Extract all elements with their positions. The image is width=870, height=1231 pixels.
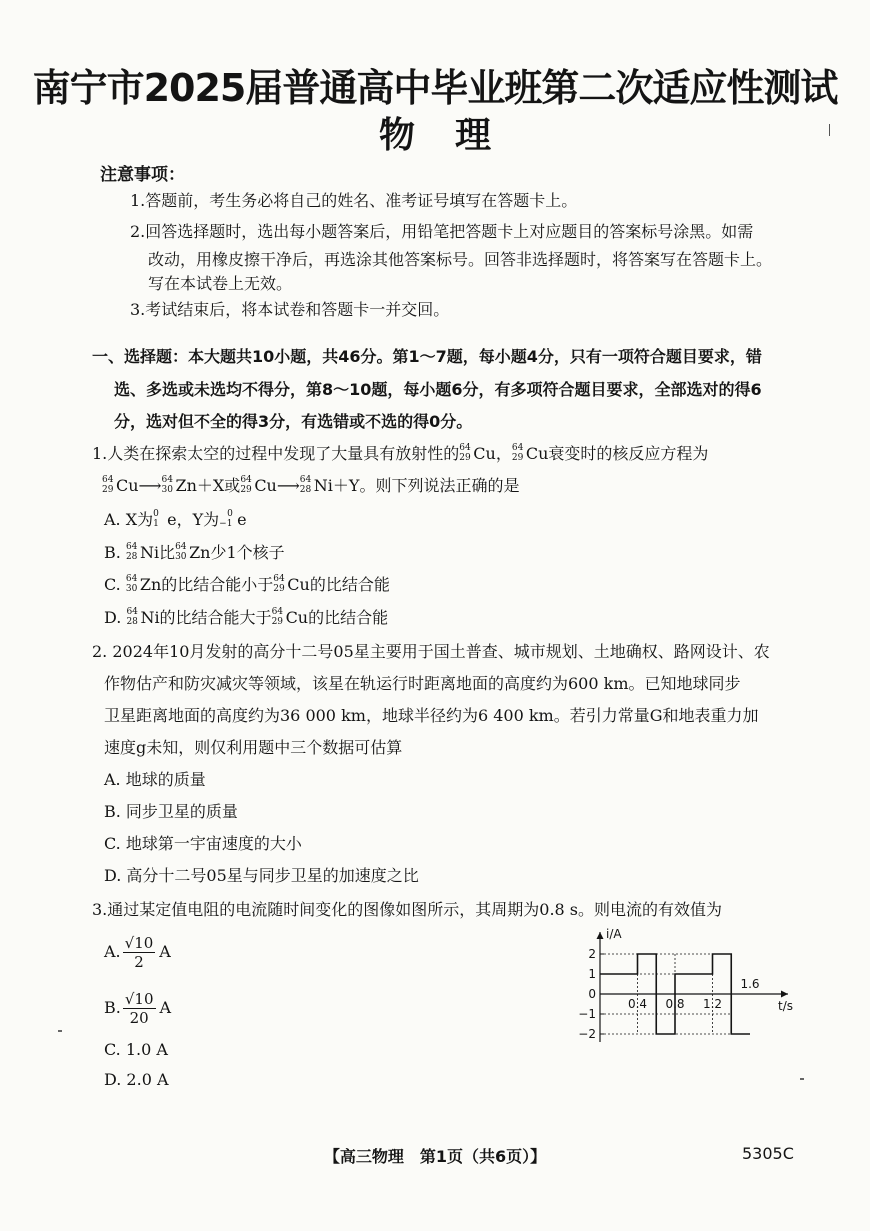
y-axis-label: i/A (606, 927, 622, 941)
notice-item: 2.回答选择题时，选出每小题答案后，用铅笔把答题卡上对应题目的答案标号涂黑。如需 (130, 222, 754, 241)
current-time-graph (574, 924, 804, 1054)
q1-option-d: D. 64 28 Ni的比结合能大于 64 29 Cu的比结合能 (104, 607, 389, 627)
scan-speck (800, 1078, 804, 1080)
notice-item: 写在本试卷上无效。 (148, 274, 293, 293)
q3-option-d: D. 2.0 A (104, 1070, 169, 1089)
subject-title: 物理 (378, 115, 531, 156)
q3-option-b: B. $\frac{√10}{20}$ A (104, 990, 172, 1027)
x-tick-label: 0.8 (665, 997, 685, 1011)
reaction-arrow: ⟶ (276, 476, 300, 495)
q1-text: Cu衰变时的核反应方程为 (525, 444, 709, 463)
electron-symbol: 0 −1 (219, 509, 233, 529)
y-tick-label: 2 (588, 947, 596, 961)
q1-option-c: C. 64 30 Zn的比结合能小于 64 29 Cu的比结合能 (104, 574, 390, 594)
x-tick-label: 0.4 (627, 997, 648, 1011)
q1-option-a: A. X为 0 1 e，Y为 0 −1 e (104, 509, 247, 529)
fraction: $\frac{√10}{2}$ (124, 934, 154, 971)
cu-nuclide: 64 29 (511, 443, 524, 463)
q2-stem-line: 2. 2024年10月发射的高分十二号05星主要用于国土普查、城市规划、土地确权、路网设计、农 (92, 642, 770, 661)
ni-nuclide: 64 28 (299, 475, 312, 495)
q2-stem-line: 卫星距离地面的高度约为36 000 km，地球半径约为6 400 km。若引力常量G和地表重力加 (104, 706, 759, 725)
margin-mark (829, 124, 830, 136)
q2-stem-line: 速度g未知，则仅利用题中三个数据可估算 (104, 738, 403, 757)
cu-nuclide: 64 29 (240, 475, 252, 495)
paper-code: 5305C (742, 1144, 794, 1163)
q2-option-c: C. 地球第一宇宙速度的大小 (104, 834, 302, 853)
y-tick-label: 1 (588, 967, 596, 981)
q1-text: Cu， (473, 444, 512, 463)
q1-option-b: B. 64 28 Ni比 64 30 Zn少1个核子 (104, 542, 285, 562)
fraction: $\frac{√10}{20}$ (124, 990, 154, 1027)
q2-stem-line: 作物估产和防灾减灾等领域，该星在轨运行时距离地面的高度约为600 km。已知地球同步 (104, 674, 741, 693)
cu-nuclide: 64 29 (102, 475, 114, 495)
positron-symbol: 0 1 (153, 509, 159, 529)
y-tick-label: −2 (578, 1027, 596, 1041)
x-tick-label: 1.6 (740, 977, 760, 991)
section-heading-line: 选、多选或未选均不得分，第8～10题，每小题6分，有多项符合题目要求，全部选对的得6 (114, 380, 762, 399)
reaction-arrow: ⟶ (138, 476, 162, 495)
notice-item: 3.考试结束后，将本试卷和答题卡一并交回。 (130, 300, 450, 319)
cu-nuclide: 64 29 (459, 443, 471, 463)
q3-stem: 3.通过某定值电阻的电流随时间变化的图像如图所示，其周期为0.8 s。则电流的有效值为 (92, 900, 723, 919)
zn-nuclide: 64 30 (161, 475, 173, 495)
y-tick-label: −1 (578, 1007, 596, 1021)
section-heading-line: 分，选对但不全的得3分，有选错或不选的得0分。 (114, 412, 473, 431)
q1-stem-line1 (92, 442, 708, 466)
y-tick-label: 0 (588, 987, 596, 1001)
q1-text: 1.人类在探索太空的过程中发现了大量具有放射性的 (92, 444, 460, 463)
page-footer: 【高三物理 第1页（共6页）】 (323, 1147, 547, 1166)
x-tick-label: 1.2 (702, 997, 723, 1011)
q2-option-d: D. 高分十二号05星与同步卫星的加速度之比 (104, 866, 419, 885)
section-heading-line: 一、选择题：本大题共10小题，共46分。第1～7题，每小题4分，只有一项符合题目要求，错 (92, 347, 762, 366)
q3-option-c: C. 1.0 A (104, 1040, 168, 1059)
q3-option-a: A. $\frac{√10}{2}$ A (104, 934, 171, 971)
exam-title: 南宁市2025届普通高中毕业班第二次适应性测试 (32, 66, 838, 110)
notice-item: 改动，用橡皮擦干净后，再选涂其他答案标号。回答非选择题时，将答案写在答题卡上。 (148, 250, 773, 269)
q1-stem-line2: 64 29 Cu⟶ 64 30 Zn＋X或 64 29 Cu⟶ 64 28 Ni＋Y。则下列说法正确的是 (102, 475, 520, 495)
x-axis-label: t/s (778, 999, 793, 1013)
q2-option-b: B. 同步卫星的质量 (104, 802, 238, 821)
notice-heading: 注意事项： (100, 165, 185, 185)
q2-option-a: A. 地球的质量 (104, 770, 206, 789)
notice-item: 1.答题前，考生务必将自己的姓名、准考证号填写在答题卡上。 (130, 191, 578, 210)
scan-speck (58, 1030, 62, 1032)
